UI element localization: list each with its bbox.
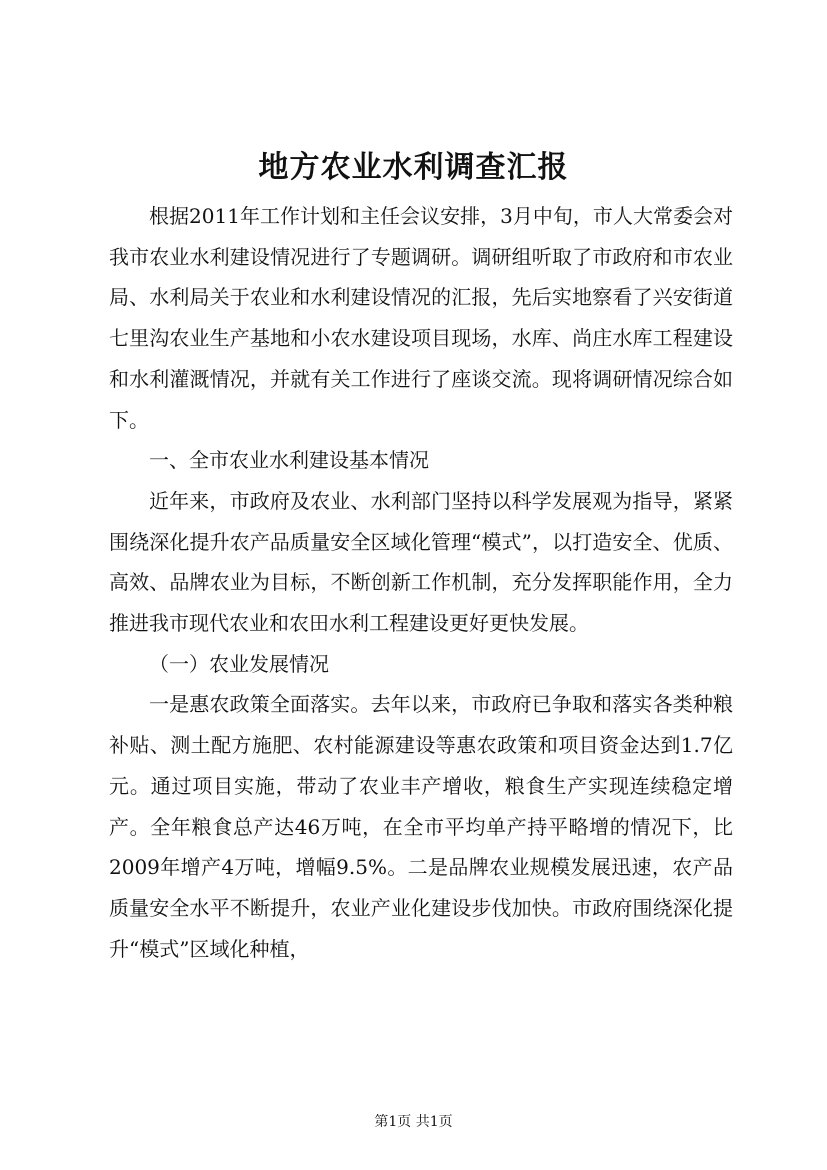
document-title: 地方农业水利调查汇报 — [258, 150, 569, 185]
paragraph-intro: 根据2011年工作计划和主任会议安排，3月中旬，市人大常委会对我市农业水利建设情况进行了专题调研。调研组听取了市政府和市农业局、水利局关于农业和水利建设情况的汇报，先后实地察看了兴安街道七里沟农业生产基地和小农水建设项目现场，水库、尚庄水库工程建设和水利灌溉情况，并就有关工作进行了座谈交流。现将调研情况综合如下。 — [109, 204, 733, 432]
page-number-footer: 第1页 共1页 — [374, 1114, 453, 1130]
section-heading-1: 一、全市农业水利建设基本情况 — [149, 448, 429, 473]
paragraph-overview: 近年来，市政府及农业、水利部门坚持以科学发展观为指导，紧紧围绕深化提升农产品质量安全区域化管理“模式”，以打造安全、优质、高效、品牌农业为目标，不断创新工作机制，充分发挥职能作用，全力推进我市现代农业和农田水利工程建设更好更快发展。 — [109, 488, 733, 636]
paragraph-agriculture: 一是惠农政策全面落实。去年以来，市政府已争取和落实各类种粮补贴、测土配方施肥、农村能源建设等惠农政策和项目资金达到1.7亿元。通过项目实施，带动了农业丰产增收，粮食生产实现连续稳定增产。全年粮食总产达46万吨，在全市平均单产持平略增的情况下，比2009年增产4万吨，增幅9.5%。二是品牌农业规模发展迅速，农产品质量安全水平不断提升，农业产业化建设步伐加快。市政府围绕深化提升“模式”区域化种植， — [109, 692, 733, 961]
subsection-heading-1: （一）农业发展情况 — [149, 651, 329, 676]
document-body — [109, 196, 733, 969]
